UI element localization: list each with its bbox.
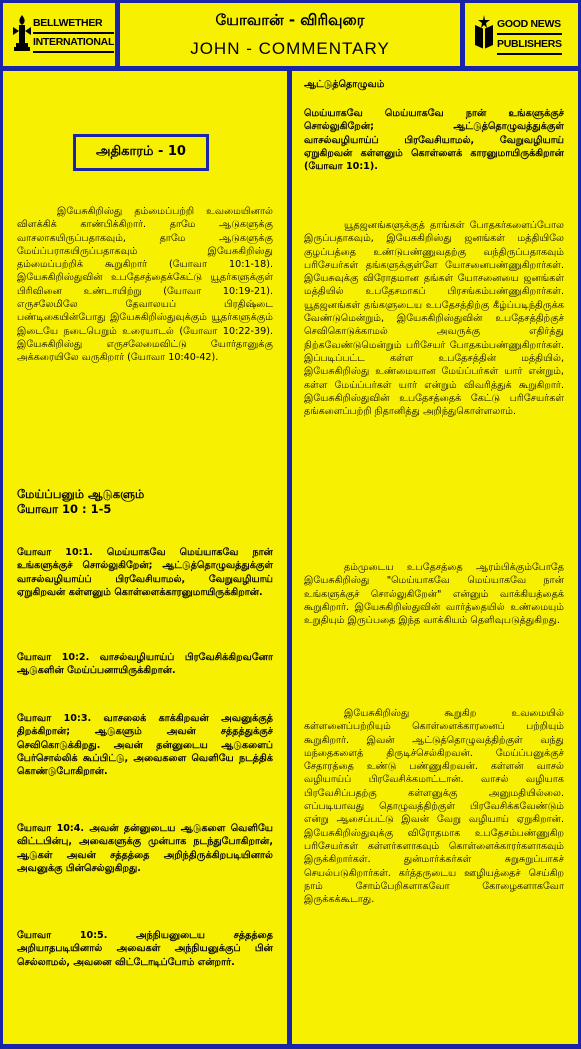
verse-2-block bbox=[17, 651, 273, 678]
paragraph-1: யூதஜனங்களுக்குத் தாங்கள் போதகர்களைப்போல இருப்பதாகவும், இயேசுகிறிஸ்து ஜனங்கள் மத்தியிலே குழப்பத்தை உண்டுபண்ணுவதற்கு வந்திருப்பதாகவும் பரிசேயர்கள் தங்களுக்குள்ளே யோசனைபண்ணுகிறார்கள். இயேசுவுக்கு விரோதமான தங்கள் யோசனையை ஜனங்கள் மத்தியில் உபதேசமாகப் பிரசங்கம்பண்ணுகிறார்கள். யூதஜனங்கள் தங்களுடைய உபதேசத்திற்கு கீழ்ப்படிந்திருக்க வேண்டுமென்றும், இயேசுகிறிஸ்துவின் உபதேசத்திற்குச் செவிகொடுக்காமல் அவருக்கு எதிர்த்து நிற்கவேண்டுமென்றும் பரிசேயர் போதகம்பண்ணுகிறார்கள். இப்படிப்பட்ட கள்ள உபதேசத்தின் மத்தியில், இயேசுகிறிஸ்து உண்மையான மேய்ப்பர்கள் யார் என்றும், கள்ள மேய்ப்பர்கள் யார் என்றும் விவரித்துக் கூறுகிறார். இயேசுகிறிஸ்துவின் உபதேசத்தைக் கேட்டு பரிசேயர்கள் தங்களைப்பற்றி நிதானித்து அறிந்துகொள்ளலாம். bbox=[304, 220, 564, 418]
bellwether-logo bbox=[11, 11, 115, 57]
lamp-icon bbox=[11, 13, 33, 53]
verse-1: யோவா 10:1. மெய்யாகவே மெய்யாகவே நான் உங்களுக்குச் சொல்லுகிறேன்; ஆட்டுத்தொழுவத்துக்குள் வாசல்வழியாய்ப் பிரவேசியாமல், வேறுவழியாய் ஏறுகிறவன் கள்ளனும் கொள்ளைக்காரனுமாயிருக்கிறான். bbox=[17, 547, 273, 598]
logo-right-line1: GOOD NEWS bbox=[497, 15, 562, 35]
verse-2: யோவா 10:2. வாசல்வழியாய்ப் பிரவேசிக்கிறவனோ ஆடுகளின் மேய்ப்பனாயிருக்கிறான். bbox=[17, 652, 273, 677]
good-news-logo bbox=[473, 11, 569, 57]
verse-4-block bbox=[17, 822, 273, 875]
p3-block bbox=[304, 707, 564, 906]
verse-3-block bbox=[17, 712, 273, 778]
header-title-panel bbox=[120, 3, 460, 66]
quote-paragraph: மெய்யாகவே மெய்யாகவே நான் உங்களுக்குச் சொல்லுகிறேன்; ஆட்டுத்தொழுவத்துக்குள் வாசல்வழியாய்ப் பிரவேசியாமல், வேறுவழியாய் ஏறுகிறவன் கள்ளனும் கொள்ளைக் காரனுமாயிருக்கிறான் (யோவா 10:1). bbox=[304, 108, 564, 173]
section-ref: யோவா 10 : 1-5 bbox=[17, 502, 112, 516]
verse-1-block bbox=[17, 546, 273, 599]
title-english: JOHN - COMMENTARY bbox=[190, 39, 390, 58]
logo-line1: BELLWETHER bbox=[33, 15, 114, 34]
section-title: மேய்ப்பனும் ஆடுகளும் bbox=[17, 487, 145, 501]
paragraph-3: இயேசுகிறிஸ்து கூறுகிற உவமையில் கள்ளனைப்பற்றியும் கொள்ளைக்காரனைப் பற்றியும் கூறுகிறார். இவன் ஆட்டுத்தொழுவத்திற்குள் வந்து மந்தைகளைத் திருடிச்செல்கிறவன். மேய்ப்பனுக்குச் சேதாரத்தை உண்டு பண்ணுகிறவன். கள்ளன் வாசல் வழியாய்ப் பிரவேசிக்கமாட்டான். வாசல் வழியாக பிரவேசிப்பதற்கு கள்ளனுக்கு அனுமதியில்லை. எப்படியாவது தொழுவத்திற்குள் பிரவேசிக்கவேண்டும் என்று ஆசைப்பட்டு இவன் வேறு வழியாய் ஏறுகிறான். இயேசுகிறிஸ்துவுக்கு விரோதமாக உபதேசம்பண்ணுகிற பரிசேயர்கள் கள்ளர்களாகவும் கொள்ளைக்காரர்களாகவும் இருக்கிறார்கள். துன்மார்க்கர்கள் சுறுசுறுப்பாகச் செயல்படுகிறார்கள். கர்த்தருடைய ஊழியத்தைச் செய்கிற நாம் சோம்பேறிகளாகவோ கோழைகளாகவோ இருக்கக்கூடாது. bbox=[304, 708, 564, 906]
p2-block bbox=[304, 561, 564, 627]
verse-5-block bbox=[17, 929, 273, 969]
verse-4: யோவா 10:4. அவன் தன்னுடைய ஆடுகளை வெளியே விட்டபின்பு, அவைகளுக்கு முன்பாக நடந்துபோகிறான், ஆடுகள் அவன் சத்தத்தை அறிந்திருக்கிறபடியினால் அவனுக்கு பின்செல்லுகிறது. bbox=[17, 823, 273, 874]
logo-line2: INTERNATIONAL bbox=[33, 34, 114, 53]
quote-block bbox=[304, 107, 564, 173]
header-right-panel bbox=[465, 3, 578, 66]
bellwether-logo-text bbox=[33, 15, 114, 53]
intro-paragraph: இயேசுகிறிஸ்து தம்மைப்பற்றி உவமையினால் விளக்கிக் காண்பிக்கிறார். தாமே ஆடுகளுக்கு வாசலாகயிருப்பதாகவும், தாமே ஆடுகளுக்கு மேய்ப்பராகயிருப்பதாகவும் இயேசுகிறிஸ்து தம்மைப்பற்றிக் கூறுகிறார் (யோவா 10:1-18). இயேசுகிறிஸ்துவின் உபதேசத்தைக்கேட்டு யூதர்களுக்குள் பிரிவினை உண்டாயிற்று (யோவா 10:19-21). எருசலேமிலே தேவாலயப் பிரதிஷ்டை பண்டிகையின்போது இயேசுகிறிஸ்துவுக்கும் யூதர்களுக்கும் இடையே நடைபெறும் உரையாடல் (யோவா 10:22-39). இயேசுகிறிஸ்து எருசலேமைவிட்டு யோர்தானுக்கு அக்கரையிலே வருகிறார் (யோவா 10:40-42). bbox=[17, 206, 273, 364]
good-news-logo-text bbox=[497, 15, 562, 55]
book-icon bbox=[473, 13, 495, 53]
title-tamil: யோவான் - விரிவுரை bbox=[215, 11, 365, 29]
right-heading-block bbox=[304, 78, 564, 91]
right-heading: ஆட்டுத்தொழுவம் bbox=[304, 79, 385, 90]
paragraph-2: தம்முடைய உபதேசத்தை ஆரம்பிக்கும்போதே இயேசுகிறிஸ்து "மெய்யாகவே மெய்யாகவே நான் உங்களுக்குச் சொல்லுகிறேன்" என்னும் வாக்கியத்தைக் கூறுகிறார். இயேசுகிறிஸ்துவின் வார்த்தையில் உண்மையும் உறுதியும் இருப்பதை இந்த வாக்கியம் தெளிவுபடுத்துகிறது. bbox=[304, 562, 564, 627]
header-left-panel bbox=[3, 3, 115, 66]
verse-5: யோவா 10:5. அந்நியனுடைய சத்தத்தை அறியாதபடியினால் அவைகள் அந்நியனுக்குப் பின் செல்லாமல், அவனை விட்டோடிப்போம் என்றார். bbox=[17, 930, 273, 968]
intro-block bbox=[17, 205, 273, 365]
left-column bbox=[3, 71, 287, 1044]
section-heading-block bbox=[17, 487, 273, 517]
p1-block bbox=[304, 219, 564, 418]
chapter-box: அதிகாரம் - 10 bbox=[73, 134, 209, 171]
verse-3: யோவா 10:3. வாசலைக் காக்கிறவன் அவனுக்குத் திறக்கிறான்; ஆடுகளும் அவன் சத்தத்துக்குச் செவிகொடுக்கிறது. அவன் தன்னுடைய ஆடுகளைப் பேர்சொல்லிக் கூப்பிட்டு, அவைகளை வெளியே நடத்திக் கொண்டுபோகிறான். bbox=[17, 713, 273, 778]
logo-right-line2: PUBLISHERS bbox=[497, 35, 562, 55]
right-column bbox=[292, 71, 578, 1044]
